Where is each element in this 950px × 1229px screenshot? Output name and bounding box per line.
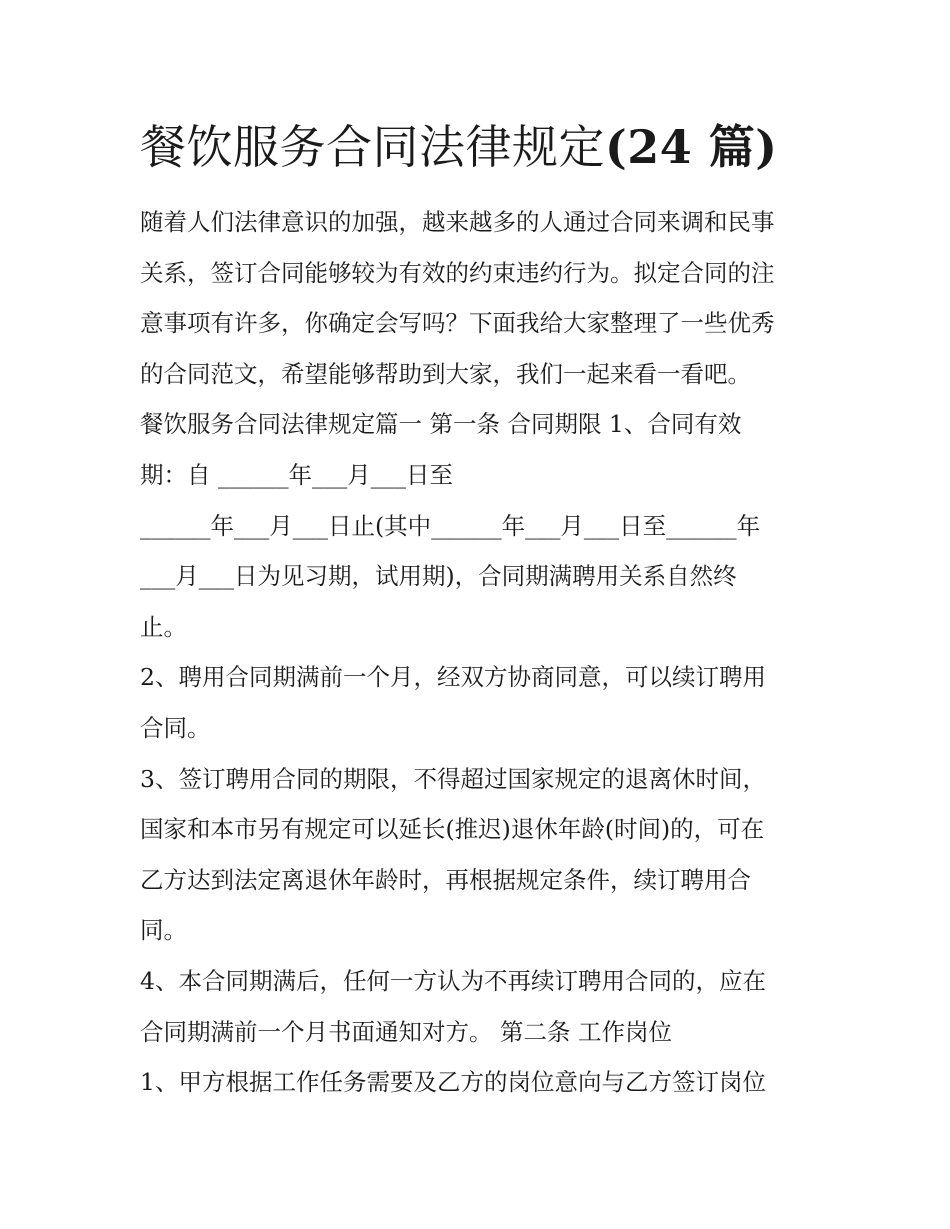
body-line: 4、本合同期满后，任何一方认为不再续订聘用合同的，应在 (140, 966, 766, 995)
document-title-main: 餐饮服务合同法律规定 (140, 120, 605, 174)
body-line: 餐饮服务合同法律规定篇一 第一条 合同期限 1、合同有效 (140, 410, 742, 439)
body-line: ______年___月___日止(其中______年___月___日至______年 (140, 511, 761, 540)
body-line: 意事项有许多，你确定会写吗？下面我给大家整理了一些优秀 (140, 309, 775, 338)
body-line: 1、甲方根据工作任务需要及乙方的岗位意向与乙方签订岗位 (140, 1068, 766, 1097)
body-line: 的合同范文，希望能够帮助到大家，我们一起来看一看吧。 (140, 359, 751, 388)
body-line: 合同。 (140, 713, 211, 742)
body-line: 关系，签订合同能够较为有效的约束违约行为。拟定合同的注 (140, 258, 775, 287)
body-line: 随着人们法律意识的加强，越来越多的人通过合同来调和民事 (140, 208, 775, 236)
body-line: 国家和本市另有规定可以延长(推迟)退休年龄(时间)的，可在 (140, 815, 765, 844)
body-line: ___月___日为见习期，试用期)，合同期满聘用关系自然终 (140, 562, 737, 591)
document-body (140, 197, 820, 1108)
body-line: 止。 (140, 612, 187, 641)
body-line: 3、签订聘用合同的期限，不得超过国家规定的退离休时间， (140, 764, 766, 793)
document-title (140, 112, 778, 182)
body-line: 同。 (140, 916, 187, 945)
body-line: 2、聘用合同期满前一个月，经双方协商同意，可以续订聘用 (140, 663, 766, 692)
body-line: 合同期满前一个月书面通知对方。 第二条 工作岗位 (140, 1017, 672, 1046)
body-line: 乙方达到法定离退休年龄时，再根据规定条件，续订聘用合 (140, 865, 751, 894)
body-line: 期：自 ______年___月___日至 (140, 460, 453, 489)
document-title-suffix: (24 篇) (605, 120, 778, 174)
